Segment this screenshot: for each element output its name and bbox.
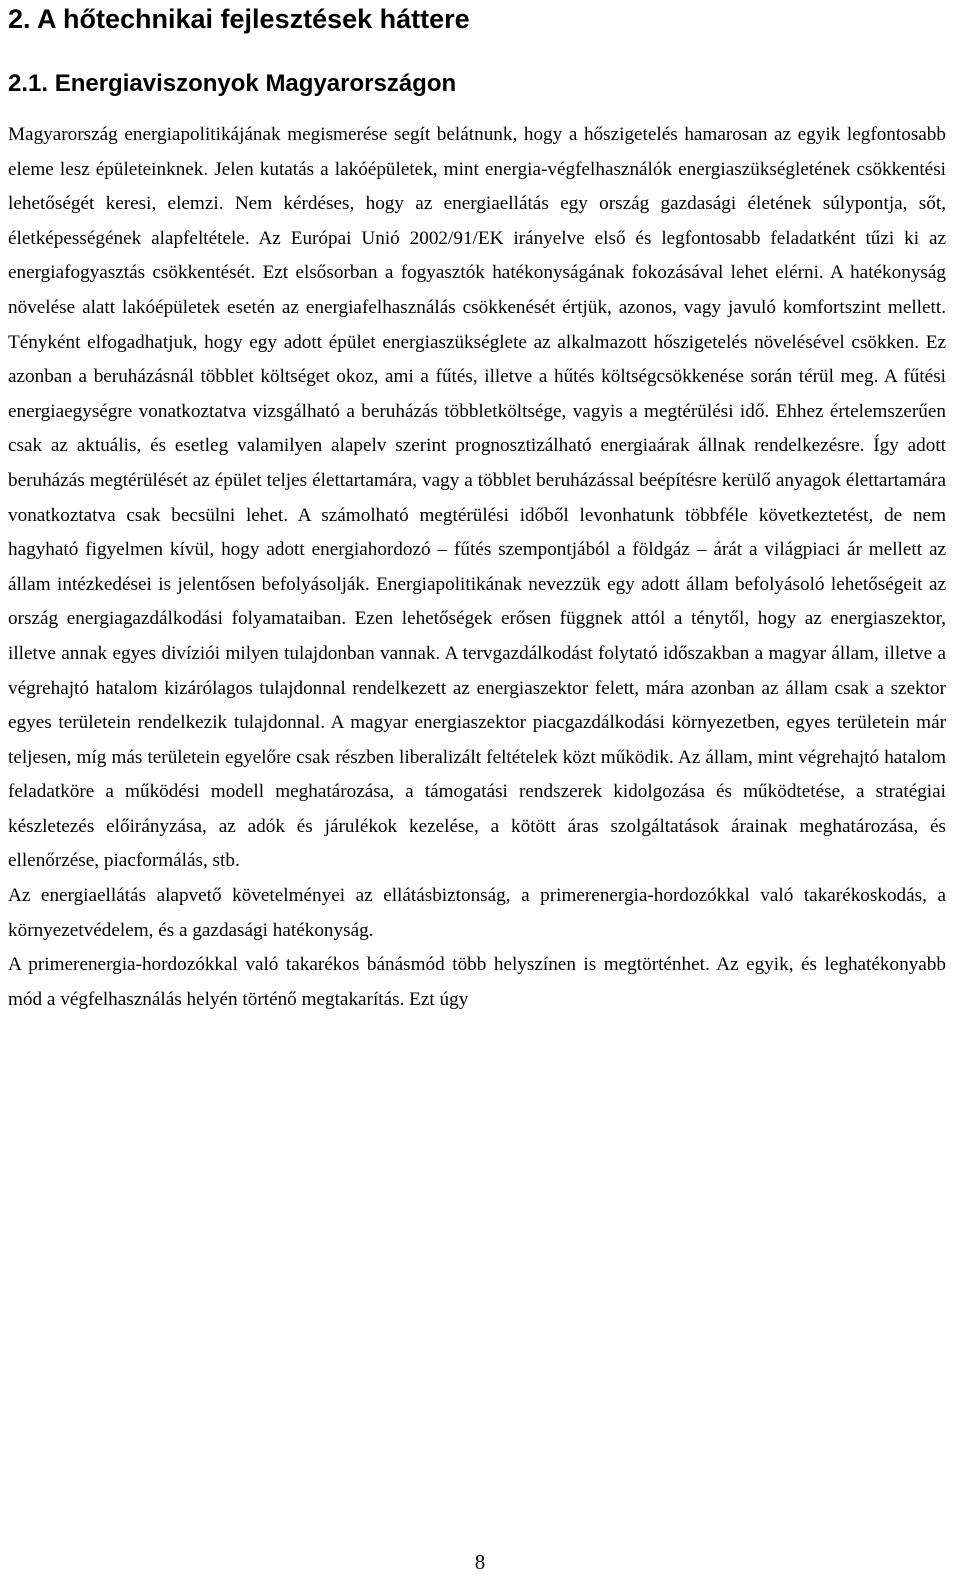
paragraph-2: Az energiaellátás alapvető követelményei az ellátásbiztonság, a primerenergia-hordozókkal való takarékoskodás, a környezetvédelem, és a gazdasági hatékonyság. (8, 885, 946, 941)
section-heading: 2. A hőtechnikai fejlesztések háttere (8, 4, 470, 34)
body-text (8, 118, 946, 1017)
paragraph-3: A primerenergia-hordozókkal való takarékos bánásmód több helyszínen is megtörténhet. Az egyik, és leghatékonyabb mód a végfelhasználás helyén történő megtakarítás. Ezt úgy (8, 954, 946, 1010)
paragraph-1: Magyarország energiapolitikájának megismerése segít belátnunk, hogy a hőszigetelés hamarosan az egyik legfontosabb eleme lesz épületeinknek. Jelen kutatás a lakóépületek, mint energia-végfelhasználók energiaszükségletének csökkentési lehetőségét keresi, elemzi. Nem kérdéses, hogy az energiaellátás egy ország gazdasági életének súlypontja, sőt, életképességének alapfeltétele. Az Európai Unió 2002/91/EK irányelve első és legfontosabb feladatként tűzi ki az energiafogyasztás csökkentését. Ezt elsősorban a fogyasztók hatékonyságának fokozásával lehet elérni. A hatékonyság növelése alatt lakóépületek esetén az energiafelhasználás csökkenését értjük, azonos, vagy javuló komfortszint mellett. Tényként elfogadhatjuk, hogy egy adott épület energiaszükséglete az alkalmazott hőszigetelés növelésével csökken. Ez azonban a beruházásnál többlet költséget okoz, ami a fűtés, illetve a hűtés költségcsökkenése során térül meg. A fűtési energiaegységre vonatkoztatva vizsgálható a beruházás többletköltsége, vagyis a megtérülési idő. Ehhez értelemszerűen csak az aktuális, és esetleg valamilyen alapelv szerint prognosztizálható energiaárak állnak rendelkezésre. Így adott beruházás megtérülését az épület teljes élettartamára, vagy a többlet beruházással beépítésre kerülő anyagok élettartamára vonatkoztatva csak becsülni lehet. A számolható megtérülési időből levonhatunk többféle következtetést, de nem hagyható figyelmen kívül, hogy adott energiahordozó – fűtés szempontjából a földgáz – árát a világpiaci ár mellett az állam intézkedései is jelentősen befolyásolják. Energiapolitikának nevezzük egy adott állam befolyásoló lehetőségeit az ország energiagazdálkodási folyamataiban. Ezen lehetőségek erősen függnek attól a ténytől, hogy az energiaszektor, illetve annak egyes divíziói milyen tulajdonban vannak. A tervgazdálkodást folytató időszakban a magyar állam, illetve a végrehajtó hatalom kizárólagos tulajdonnal rendelkezett az energiaszektor felett, mára azonban az állam csak a szektor egyes területein rendelkezik tulajdonnal. A magyar energiaszektor piacgazdálkodási környezetben, egyes területein már teljesen, míg más területein egyelőre csak részben liberalizált feltételek közt működik. Az állam, mint végrehajtó hatalom feladatköre a működési modell meghatározása, a támogatási rendszerek kidolgozása és működtetése, a stratégiai készletezés előirányzása, az adók és járulékok kezelése, a kötött áras szolgáltatások árainak meghatározása, és ellenőrzése, piacformálás, stb. (8, 124, 946, 872)
subsection-heading: 2.1. Energiaviszonyok Magyarországon (8, 70, 457, 97)
page-number: 8 (474, 1550, 486, 1574)
